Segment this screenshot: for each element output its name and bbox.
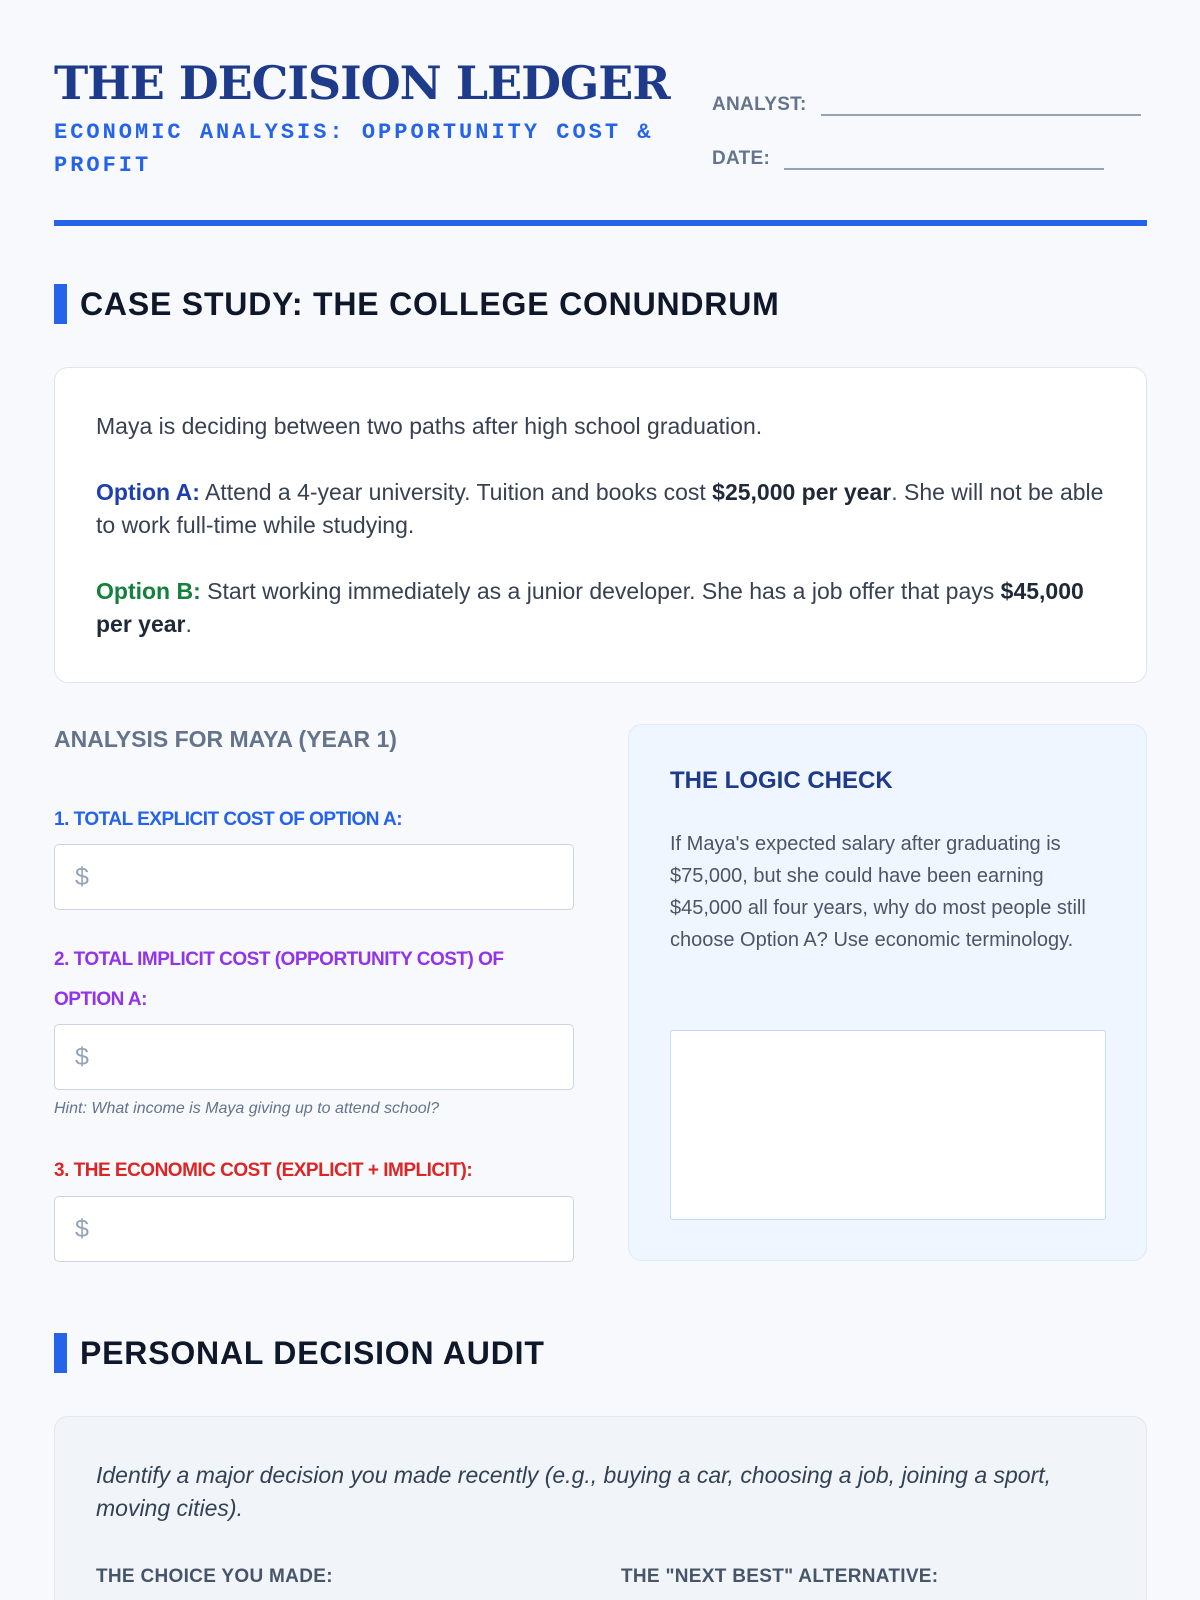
section-accent-bar — [54, 284, 67, 324]
option-a-amount: $25,000 per year — [712, 479, 892, 505]
option-b-text1: Start working immediately as a junior developer. She has a job offer that pays — [200, 578, 1001, 604]
header-divider — [54, 220, 1147, 226]
choice-label: THE CHOICE YOU MADE: — [96, 1566, 333, 1587]
page-subtitle: ECONOMIC ANALYSIS: OPPORTUNITY COST & PROFIT — [54, 120, 654, 178]
analyst-label: ANALYST: — [712, 94, 807, 115]
page-title: THE DECISION LEDGER — [54, 56, 670, 110]
choice-field — [96, 1566, 580, 1600]
logic-check-question: If Maya's expected salary after graduating is $75,000, but she could have been earning $45,000 all four years, why do most people still choose Option A? Use economic terminology. — [670, 833, 1086, 951]
currency-symbol: $ — [75, 1042, 89, 1071]
option-b-text2: . — [185, 611, 192, 637]
analysis-title: ANALYSIS FOR MAYA (YEAR 1) — [54, 726, 397, 752]
logic-check-card — [628, 724, 1147, 1261]
option-b-paragraph — [96, 575, 1106, 641]
q1-answer-input[interactable] — [54, 844, 574, 910]
analyst-field[interactable] — [712, 92, 1141, 116]
alternative-label: THE "NEXT BEST" ALTERNATIVE: — [621, 1566, 939, 1587]
case-study-heading — [54, 284, 780, 324]
case-intro: Maya is deciding between two paths after high school graduation. — [96, 413, 763, 439]
q2-hint: Hint: What income is Maya giving up to attend school? — [54, 1100, 440, 1117]
option-a-label: Option A: — [96, 479, 200, 505]
logic-check-title: THE LOGIC CHECK — [670, 767, 893, 794]
currency-symbol: $ — [75, 862, 89, 891]
alternative-field — [621, 1566, 1105, 1600]
date-input-line[interactable] — [784, 146, 1104, 170]
option-a-paragraph — [96, 476, 1106, 542]
option-b-label: Option B: — [96, 578, 201, 604]
currency-symbol: $ — [75, 1214, 89, 1243]
q2-answer-input[interactable] — [54, 1024, 574, 1090]
case-study-title: CASE STUDY: THE COLLEGE CONUNDRUM — [80, 285, 780, 322]
option-a-text1: Attend a 4-year university. Tuition and books cost — [199, 479, 713, 505]
date-label: DATE: — [712, 148, 771, 169]
audit-title: PERSONAL DECISION AUDIT — [80, 1334, 545, 1371]
worksheet-header — [54, 0, 1147, 228]
q3-answer-input[interactable] — [54, 1196, 574, 1262]
q2-label: 2. TOTAL IMPLICIT COST (OPPORTUNITY COST) OF OPTION A: — [54, 949, 504, 1010]
audit-card — [54, 1416, 1147, 1600]
section-accent-bar — [54, 1333, 67, 1373]
audit-intro: Identify a major decision you made recently (e.g., buying a car, choosing a job, joining a sport, moving cities). — [96, 1462, 1052, 1521]
q3-label: 3. THE ECONOMIC COST (EXPLICIT + IMPLICIT): — [54, 1160, 473, 1181]
audit-heading — [54, 1333, 545, 1373]
option-a-text2: . She will not be able to work full-time while studying. — [96, 479, 1104, 538]
case-study-card — [54, 367, 1147, 683]
option-b-amount: $45,000 per year — [96, 578, 1084, 637]
date-field[interactable] — [712, 146, 1104, 170]
q1-label: 1. TOTAL EXPLICIT COST OF OPTION A: — [54, 809, 403, 830]
worksheet-page — [54, 0, 1147, 1587]
analyst-input-line[interactable] — [821, 92, 1141, 116]
logic-check-answer-area[interactable] — [670, 1030, 1106, 1220]
